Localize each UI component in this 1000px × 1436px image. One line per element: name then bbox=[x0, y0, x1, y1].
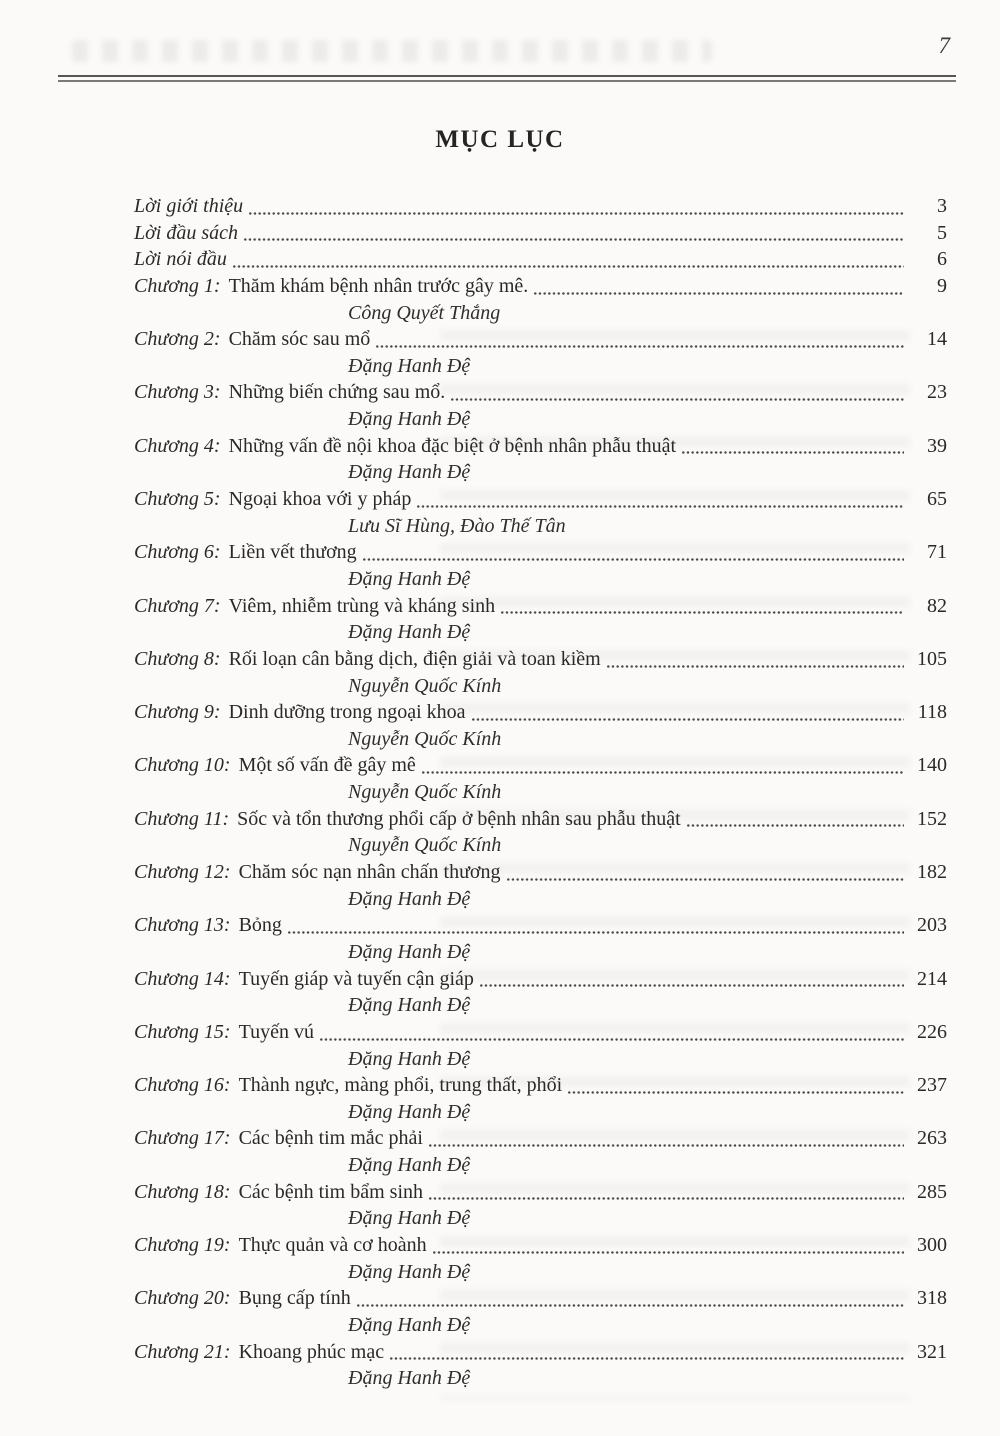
toc-entry-chapter bbox=[134, 486, 947, 513]
chapter-author: Đặng Hanh Đệ bbox=[348, 408, 471, 431]
entry-page-number: 105 bbox=[917, 647, 947, 670]
dot-leader bbox=[288, 931, 904, 934]
toc-entry-chapter bbox=[134, 1285, 947, 1312]
entry-page-number: 152 bbox=[917, 807, 947, 830]
toc-entry-front-matter bbox=[134, 246, 947, 273]
chapter-title: Chăm sóc sau mổ bbox=[228, 328, 371, 351]
chapter-label: Chương 14: bbox=[134, 967, 231, 990]
dot-leader bbox=[534, 292, 904, 295]
chapter-author: Đặng Hanh Đệ bbox=[348, 567, 471, 590]
toc-entry-chapter bbox=[134, 1339, 947, 1366]
chapter-label: Chương 8: bbox=[134, 647, 221, 670]
chapter-author: Nguyễn Quốc Kính bbox=[348, 834, 502, 857]
entry-page-number: 39 bbox=[927, 434, 947, 457]
chapter-label: Chương 15: bbox=[134, 1020, 231, 1043]
chapter-title: Những vấn đề nội khoa đặc biệt ở bệnh nhân phẫu thuật bbox=[228, 434, 677, 457]
chapter-author: Đặng Hanh Đệ bbox=[348, 1367, 471, 1390]
chapter-title: Một số vấn đề gây mê bbox=[238, 754, 416, 777]
chapter-title: Dinh dưỡng trong ngoại khoa bbox=[228, 701, 466, 724]
toc-entry-front-matter bbox=[134, 220, 947, 247]
chapter-title: Viêm, nhiễm trùng và kháng sinh bbox=[228, 594, 496, 617]
entry-page-number: 14 bbox=[927, 328, 947, 351]
toc-entry-chapter bbox=[134, 806, 947, 833]
chapter-label: Chương 3: bbox=[134, 381, 221, 404]
chapter-title: Thành ngực, màng phổi, trung thất, phổi bbox=[238, 1074, 563, 1097]
toc-entry-chapter bbox=[134, 966, 947, 993]
chapter-label: Chương 20: bbox=[134, 1287, 231, 1310]
dot-leader bbox=[429, 1144, 904, 1147]
header-rule bbox=[58, 75, 956, 82]
dot-leader bbox=[390, 1357, 904, 1360]
chapter-label: Chương 1: bbox=[134, 274, 221, 297]
dot-leader bbox=[429, 1197, 904, 1200]
chapter-author: Đặng Hanh Đệ bbox=[348, 1100, 471, 1123]
chapter-author: Đặng Hanh Đệ bbox=[348, 940, 471, 963]
toc-entry-chapter bbox=[134, 593, 947, 620]
chapter-label: Chương 17: bbox=[134, 1127, 231, 1150]
chapter-title: Sốc và tổn thương phổi cấp ở bệnh nhân sau phẫu thuật bbox=[237, 807, 681, 830]
chapter-author: Đặng Hanh Đệ bbox=[348, 1154, 471, 1177]
dot-leader bbox=[422, 771, 904, 774]
chapter-author: Đặng Hanh Đệ bbox=[348, 1047, 471, 1070]
toc-entry-chapter bbox=[134, 379, 947, 406]
chapter-author: Công Quyết Thắng bbox=[348, 301, 501, 324]
chapter-title: Các bệnh tim mắc phải bbox=[238, 1127, 423, 1150]
chapter-title: Bỏng bbox=[238, 914, 282, 937]
dot-leader bbox=[480, 984, 904, 987]
chapter-author: Đặng Hanh Đệ bbox=[348, 994, 471, 1017]
dot-leader bbox=[357, 1304, 904, 1307]
dot-leader bbox=[607, 665, 904, 668]
entry-page-number: 3 bbox=[937, 195, 947, 217]
entry-title: Lời giới thiệu bbox=[134, 195, 244, 217]
chapter-author: Đặng Hanh Đệ bbox=[348, 621, 471, 644]
chapter-label: Chương 2: bbox=[134, 328, 221, 351]
entry-page-number: 71 bbox=[927, 541, 947, 564]
entry-page-number: 237 bbox=[917, 1074, 947, 1097]
chapter-label: Chương 13: bbox=[134, 914, 231, 937]
entry-page-number: 118 bbox=[917, 701, 947, 724]
toc-entry-chapter bbox=[134, 1179, 947, 1206]
entry-page-number: 263 bbox=[917, 1127, 947, 1150]
entry-page-number: 203 bbox=[917, 914, 947, 937]
dot-leader bbox=[433, 1251, 904, 1254]
toc-entry-chapter bbox=[134, 1019, 947, 1046]
chapter-title: Tuyến giáp và tuyến cận giáp bbox=[238, 967, 474, 990]
chapter-title: Khoang phúc mạc bbox=[238, 1340, 385, 1363]
toc-entry-chapter bbox=[134, 433, 947, 460]
toc-entry-chapter bbox=[134, 326, 947, 353]
toc-entry-chapter bbox=[134, 912, 947, 939]
dot-leader bbox=[363, 558, 904, 561]
dot-leader bbox=[568, 1091, 904, 1094]
chapter-author: Đặng Hanh Đệ bbox=[348, 887, 471, 910]
chapter-label: Chương 4: bbox=[134, 434, 221, 457]
chapter-title: Chăm sóc nạn nhân chấn thương bbox=[238, 861, 501, 884]
entry-page-number: 318 bbox=[917, 1287, 947, 1310]
chapter-author: Nguyễn Quốc Kính bbox=[348, 781, 502, 804]
entry-page-number: 285 bbox=[917, 1180, 947, 1203]
entry-title: Lời đầu sách bbox=[134, 221, 239, 244]
entry-page-number: 82 bbox=[927, 594, 947, 617]
dot-leader bbox=[376, 345, 904, 348]
entry-page-number: 5 bbox=[937, 221, 947, 244]
entry-page-number: 182 bbox=[917, 861, 947, 884]
toc-entry-chapter bbox=[134, 1125, 947, 1152]
chapter-title: Liền vết thương bbox=[228, 541, 357, 564]
toc-entry-chapter bbox=[134, 859, 947, 886]
chapter-title: Tuyến vú bbox=[238, 1020, 314, 1043]
page-title: MỤC LỤC bbox=[435, 126, 565, 153]
chapter-title: Ngoại khoa với y pháp bbox=[228, 488, 412, 511]
chapter-label: Chương 7: bbox=[134, 594, 221, 617]
toc-entry-chapter bbox=[134, 699, 947, 726]
dot-leader bbox=[244, 238, 904, 241]
chapter-title: Thực quản và cơ hoành bbox=[238, 1233, 427, 1256]
chapter-label: Chương 11: bbox=[134, 807, 230, 830]
toc-entry-chapter bbox=[134, 1072, 947, 1099]
chapter-title: Bụng cấp tính bbox=[238, 1287, 351, 1310]
entry-page-number: 23 bbox=[927, 381, 947, 404]
toc-entry-chapter bbox=[134, 273, 947, 300]
chapter-title: Thăm khám bệnh nhân trước gây mê. bbox=[228, 274, 529, 297]
chapter-label: Chương 12: bbox=[134, 861, 231, 884]
chapter-title: Các bệnh tim bẩm sinh bbox=[238, 1180, 424, 1203]
entry-page-number: 65 bbox=[927, 488, 947, 511]
chapter-author: Đặng Hanh Đệ bbox=[348, 461, 471, 484]
toc-entry-chapter bbox=[134, 1232, 947, 1259]
entry-title: Lời nói đầu bbox=[134, 248, 227, 271]
chapter-title: Rối loạn cân bằng dịch, điện giải và toan kiềm bbox=[228, 647, 601, 670]
bleed-through-artifact bbox=[72, 40, 712, 62]
chapter-author: Nguyễn Quốc Kính bbox=[348, 674, 502, 697]
entry-page-number: 140 bbox=[917, 754, 947, 777]
dot-leader bbox=[451, 398, 904, 401]
toc-entry-chapter bbox=[134, 539, 947, 566]
chapter-author: Đặng Hanh Đệ bbox=[348, 354, 471, 377]
dot-leader bbox=[249, 212, 904, 215]
chapter-author: Nguyễn Quốc Kính bbox=[348, 727, 502, 750]
entry-page-number: 226 bbox=[917, 1020, 947, 1043]
dot-leader bbox=[682, 451, 904, 454]
chapter-label: Chương 5: bbox=[134, 488, 221, 511]
chapter-label: Chương 6: bbox=[134, 541, 221, 564]
chapter-label: Chương 19: bbox=[134, 1233, 231, 1256]
entry-page-number: 9 bbox=[937, 274, 947, 297]
toc-entry-chapter bbox=[134, 752, 947, 779]
chapter-author: Lưu Sĩ Hùng, Đào Thế Tân bbox=[348, 514, 566, 537]
dot-leader bbox=[472, 718, 904, 721]
entry-page-number: 321 bbox=[917, 1340, 947, 1363]
chapter-label: Chương 18: bbox=[134, 1180, 231, 1203]
chapter-author: Đặng Hanh Đệ bbox=[348, 1207, 471, 1230]
toc-entry-front-matter bbox=[134, 193, 947, 220]
dot-leader bbox=[507, 878, 904, 881]
dot-leader bbox=[417, 505, 904, 508]
entry-page-number: 300 bbox=[917, 1233, 947, 1256]
page-number: 7 bbox=[938, 33, 950, 58]
dot-leader bbox=[501, 611, 904, 614]
dot-leader bbox=[320, 1038, 904, 1041]
chapter-author: Đặng Hanh Đệ bbox=[348, 1313, 471, 1336]
entry-page-number: 214 bbox=[917, 967, 947, 990]
chapter-label: Chương 9: bbox=[134, 701, 221, 724]
toc-list bbox=[134, 193, 947, 1392]
toc-entry-chapter bbox=[134, 646, 947, 673]
entry-page-number: 6 bbox=[937, 248, 947, 271]
chapter-label: Chương 16: bbox=[134, 1074, 231, 1097]
chapter-label: Chương 10: bbox=[134, 754, 231, 777]
dot-leader bbox=[687, 824, 904, 827]
chapter-author: Đặng Hanh Đệ bbox=[348, 1260, 471, 1283]
dot-leader bbox=[233, 265, 904, 268]
chapter-label: Chương 21: bbox=[134, 1340, 231, 1363]
chapter-title: Những biến chứng sau mổ. bbox=[228, 381, 446, 404]
